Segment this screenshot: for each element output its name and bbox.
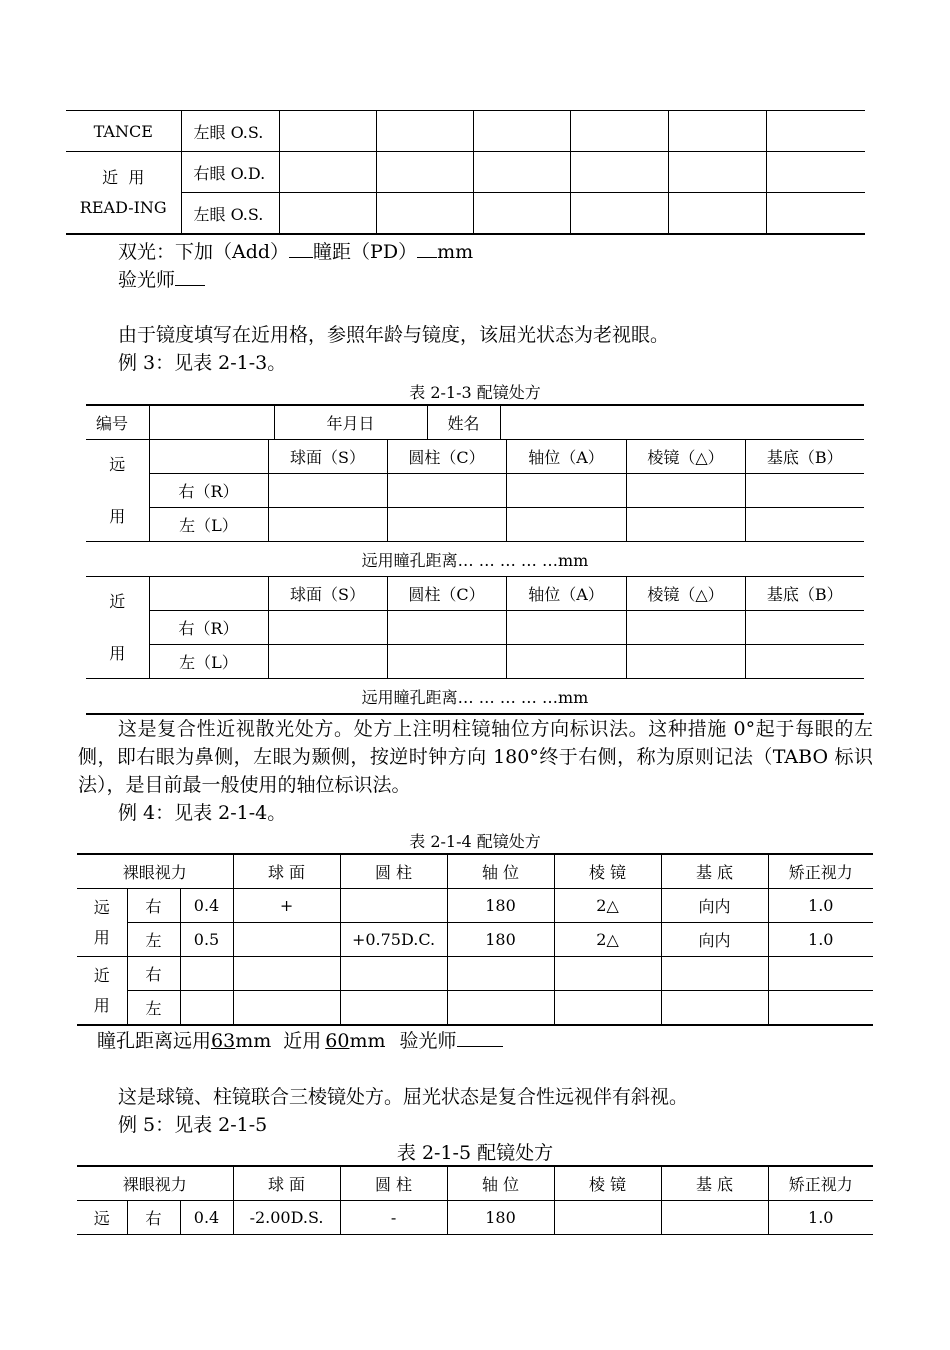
- uncorrected-va: 0.4: [180, 889, 233, 923]
- eye-label: 右（R）: [149, 611, 268, 645]
- table-cell: [447, 957, 554, 991]
- table-row: [86, 542, 864, 577]
- far-pd-value: 63: [211, 1030, 236, 1052]
- table-cell: [570, 152, 668, 193]
- table-cell: [668, 152, 766, 193]
- table-row: [86, 679, 864, 715]
- table-cell: [626, 645, 745, 679]
- optometrist-label: 验光师: [118, 269, 176, 291]
- table-caption: 表 2-1-4 配镜处方: [409, 832, 541, 851]
- table-cell: [570, 111, 668, 152]
- table-cell: [473, 193, 570, 235]
- table-cell: [180, 991, 233, 1026]
- table-row: [77, 1166, 873, 1201]
- eye-label: 左（L）: [149, 645, 268, 679]
- table-caption: 表 2-1-3 配镜处方: [409, 383, 541, 402]
- table-row: [86, 474, 864, 508]
- far-label-line2: 用: [109, 506, 126, 526]
- table-row: [66, 193, 865, 235]
- table-row: [77, 889, 873, 923]
- table-cell: [473, 152, 570, 193]
- near-label-line1: 近: [93, 965, 110, 985]
- near-use-label: [77, 957, 127, 1026]
- near-label-line2: 用: [93, 995, 110, 1015]
- example-label: 例 3：见表 2-1-3。: [118, 352, 287, 374]
- table-cell: [376, 111, 473, 152]
- number-value: [149, 406, 274, 439]
- column-header: 基 底: [661, 1166, 768, 1201]
- column-header: 轴位（A）: [506, 440, 626, 474]
- table-cell: [626, 474, 745, 508]
- far-label-line2: 用: [93, 927, 110, 947]
- table-cell: [626, 508, 745, 542]
- table-row: [66, 111, 865, 152]
- table-cell: [506, 645, 626, 679]
- table-cell: [473, 111, 570, 152]
- table-cell: [668, 193, 766, 235]
- table-cell: [766, 193, 865, 235]
- sphere-value: [233, 923, 340, 957]
- column-header: 裸眼视力: [77, 854, 233, 889]
- section-label: TANCE: [66, 111, 181, 152]
- table-row: [66, 152, 865, 193]
- column-header: 球面（S）: [268, 577, 387, 611]
- table-cell: [768, 991, 873, 1026]
- table-row: [86, 577, 864, 611]
- table-cell: [149, 440, 268, 474]
- table-cell: [554, 957, 661, 991]
- column-header: 圆柱（C）: [387, 577, 506, 611]
- table-cell: [387, 474, 506, 508]
- date-label: 年月日: [274, 406, 427, 439]
- far-use-label: [86, 440, 149, 542]
- paragraph: 由于镜度填写在近用格，参照年龄与镜度，该屈光状态为老视眼。: [118, 324, 670, 346]
- table-cell: [387, 645, 506, 679]
- table-cell: [268, 474, 387, 508]
- far-label-line1: 远: [93, 897, 110, 917]
- column-header: 棱 镜: [554, 1166, 661, 1201]
- number-label: 编号: [86, 406, 149, 439]
- column-header: 圆 柱: [340, 1166, 447, 1201]
- optometrist-blank: [175, 267, 205, 286]
- prism-value: 2△: [554, 923, 661, 957]
- bifocal-unit: mm: [437, 241, 474, 263]
- prism-value: 2△: [554, 889, 661, 923]
- eye-label: 右（R）: [149, 474, 268, 508]
- near-pd-row: 远用瞳孔距离… … … … …mm: [86, 679, 864, 715]
- column-header: 裸眼视力: [77, 1166, 233, 1201]
- bifocal-line: [118, 238, 473, 266]
- table-cell: [447, 991, 554, 1026]
- corrected-va: 1.0: [768, 889, 873, 923]
- table-cell: [768, 957, 873, 991]
- eye-label: 左眼 O.S.: [181, 193, 279, 235]
- section-label-reading: [66, 152, 181, 235]
- table-cell: [626, 611, 745, 645]
- table-cell: [279, 152, 376, 193]
- table-cell: [745, 508, 864, 542]
- far-pd-label: 瞳孔距离远用: [97, 1030, 212, 1052]
- near-label-line2: 用: [109, 643, 126, 663]
- table-caption: 表 2-1-5 配镜处方: [396, 1142, 554, 1164]
- column-header: 球 面: [233, 1166, 340, 1201]
- column-header: 圆 柱: [340, 854, 447, 889]
- sphere-value: +: [233, 889, 340, 923]
- near-pd-unit: mm: [349, 1030, 386, 1052]
- optometrist-label: 验光师: [399, 1030, 457, 1052]
- table-cell: [506, 611, 626, 645]
- table-cell: [745, 645, 864, 679]
- far-use-label: [77, 889, 127, 957]
- table-row: [77, 957, 873, 991]
- corrected-va: 1.0: [768, 1201, 873, 1235]
- bifocal-prefix: 双光：下加（Add）: [118, 241, 290, 263]
- name-label: 姓名: [427, 406, 500, 439]
- column-header: 基底（B）: [745, 440, 864, 474]
- table-cell: [279, 193, 376, 235]
- table-cell: [340, 957, 447, 991]
- base-value: 向内: [661, 889, 768, 923]
- example-label: 例 4：见表 2-1-4。: [118, 802, 287, 824]
- table-row: [86, 405, 864, 440]
- table-cell: [554, 991, 661, 1026]
- table-cell: [279, 111, 376, 152]
- column-header: 棱 镜: [554, 854, 661, 889]
- eye-label: 右眼 O.D.: [181, 152, 279, 193]
- table-row: [86, 611, 864, 645]
- prescription-table-2-1-4: [77, 853, 873, 1026]
- eye-label: 左: [127, 991, 180, 1026]
- table-cell: [340, 991, 447, 1026]
- far-use-label: 远: [77, 1201, 127, 1235]
- near-pd-label: 近用: [283, 1030, 322, 1052]
- prism-value: [554, 1201, 661, 1235]
- table-cell: [387, 611, 506, 645]
- eye-label: 右: [127, 957, 180, 991]
- table-row: [86, 508, 864, 542]
- pd-line: [97, 1027, 503, 1055]
- table-cell: [376, 193, 473, 235]
- column-header: 矫正视力: [768, 1166, 873, 1201]
- add-blank: [289, 239, 313, 258]
- cylinder-value: [340, 889, 447, 923]
- table-cell: [745, 474, 864, 508]
- optometrist-line: [118, 266, 205, 294]
- table-cell: [745, 611, 864, 645]
- section-label-line2: READ-ING: [79, 197, 167, 217]
- column-header: 轴 位: [447, 854, 554, 889]
- table-cell: [268, 645, 387, 679]
- sphere-value: -2.00D.S.: [233, 1201, 340, 1235]
- far-pd-unit: mm: [235, 1030, 272, 1052]
- axis-value: 180: [447, 889, 554, 923]
- table-cell: [376, 152, 473, 193]
- optometrist-blank: [457, 1028, 503, 1047]
- eye-label: 右: [127, 1201, 180, 1235]
- bifocal-pd-label: 瞳距（PD）: [313, 241, 418, 263]
- column-header: 矫正视力: [768, 854, 873, 889]
- eye-label: 左（L）: [149, 508, 268, 542]
- near-use-label: [86, 577, 149, 679]
- pd-blank: [417, 239, 437, 258]
- paragraph: 这是球镜、柱镜联合三棱镜处方。屈光状态是复合性远视伴有斜视。: [118, 1086, 689, 1108]
- table-cell: [180, 957, 233, 991]
- column-header: 基 底: [661, 854, 768, 889]
- table-row: [77, 854, 873, 889]
- table-row: [86, 645, 864, 679]
- prescription-table-2-1-3: [86, 404, 864, 715]
- table-cell: [661, 957, 768, 991]
- table-cell: [233, 957, 340, 991]
- eye-label: 左眼 O.S.: [181, 111, 279, 152]
- name-value: [500, 406, 864, 439]
- table-cell: [149, 577, 268, 611]
- eye-label: 左: [127, 923, 180, 957]
- table-row: [77, 1201, 873, 1235]
- column-header: 棱镜（△）: [626, 440, 745, 474]
- far-label-line1: 远: [109, 454, 126, 474]
- table-cell: [570, 193, 668, 235]
- prescription-table-2-1-5: [77, 1165, 873, 1235]
- uncorrected-va: 0.5: [180, 923, 233, 957]
- eye-label: 右: [127, 889, 180, 923]
- table-cell: [766, 152, 865, 193]
- table-cell: [387, 508, 506, 542]
- column-header: 基底（B）: [745, 577, 864, 611]
- near-label-line1: 近: [109, 591, 126, 611]
- base-value: 向内: [661, 923, 768, 957]
- far-pd-row: 远用瞳孔距离… … … … …mm: [86, 542, 864, 577]
- column-header: 轴 位: [447, 1166, 554, 1201]
- column-header: 棱镜（△）: [626, 577, 745, 611]
- prescription-table-partial: [66, 110, 865, 235]
- table-cell: [268, 611, 387, 645]
- example-label: 例 5：见表 2-1-5: [118, 1114, 268, 1136]
- corrected-va: 1.0: [768, 923, 873, 957]
- axis-value: 180: [447, 923, 554, 957]
- column-header: 轴位（A）: [506, 577, 626, 611]
- column-header: 球 面: [233, 854, 340, 889]
- table-row: [77, 923, 873, 957]
- table-cell: [668, 111, 766, 152]
- paragraph: 这是复合性近视散光处方。处方上注明柱镜轴位方向标识法。这种措施 0°起于每眼的左侧，即右眼为鼻侧，左眼为颞侧，按逆时钟方向 180°终于右侧，称为原则记法（TABO 标识法），是目前最一般使用的轴位标识法。: [78, 718, 873, 796]
- base-value: [661, 1201, 768, 1235]
- table-cell: [506, 508, 626, 542]
- table-cell: [661, 991, 768, 1026]
- column-header: 圆柱（C）: [387, 440, 506, 474]
- table-cell: [506, 474, 626, 508]
- table-cell: [233, 991, 340, 1026]
- axis-value: 180: [447, 1201, 554, 1235]
- table-row: [77, 991, 873, 1026]
- table-cell: [268, 508, 387, 542]
- header-row-cell: [86, 405, 864, 440]
- section-label-line1: 近 用: [102, 167, 145, 187]
- cylinder-value: +0.75D.C.: [340, 923, 447, 957]
- table-cell: [766, 111, 865, 152]
- table-row: [86, 440, 864, 474]
- near-pd-value: 60: [325, 1030, 350, 1052]
- cylinder-value: -: [340, 1201, 447, 1235]
- uncorrected-va: 0.4: [180, 1201, 233, 1235]
- column-header: 球面（S）: [268, 440, 387, 474]
- header-row-table: [86, 406, 864, 439]
